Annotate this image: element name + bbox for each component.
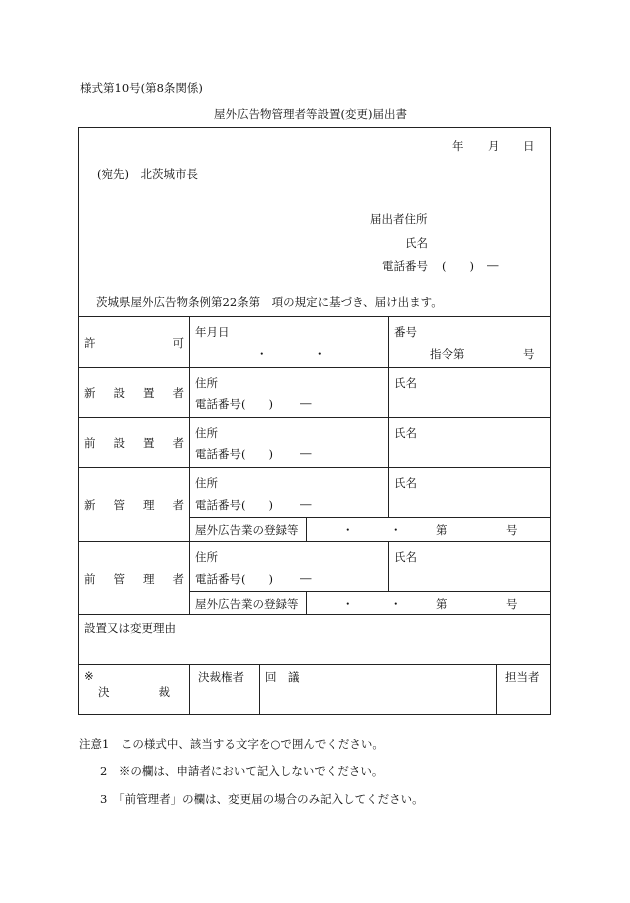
phone-dash: ― <box>300 497 312 511</box>
registration-label: 屋外広告業の登録等 <box>195 523 299 537</box>
phone-dash: ― <box>300 571 312 585</box>
permit-date-dot: ・ <box>314 347 326 361</box>
permit-shirei: 指令第 <box>430 347 465 361</box>
divider <box>78 664 551 665</box>
divider <box>78 614 551 615</box>
registration-dot: ・ <box>390 523 402 537</box>
address-label: 住所 <box>195 476 218 490</box>
notifier-name-label: 氏名 <box>405 236 428 250</box>
permit-label: 許 可 <box>84 336 184 350</box>
decision-authority: 決裁権者 <box>198 670 244 684</box>
registration-dai: 第 <box>436 523 448 537</box>
note-1: 注意1 この様式中、該当する文字を○で囲んでください。 <box>79 737 384 751</box>
divider <box>306 517 307 541</box>
divider <box>306 591 307 614</box>
registration-dot: ・ <box>342 597 354 611</box>
address-label: 住所 <box>195 550 218 564</box>
statement: 茨城県屋外広告物条例第22条第 項の規定に基づき、届け出ます。 <box>96 295 443 309</box>
decision-kai: 回 <box>265 670 277 684</box>
divider <box>496 664 497 715</box>
divider <box>78 541 551 542</box>
decision-person: 担当者 <box>505 670 540 684</box>
note-3: 3 「前管理者」の欄は、変更届の場合のみ記入してください。 <box>100 792 424 806</box>
permit-gou: 号 <box>523 347 535 361</box>
registration-dot: ・ <box>342 523 354 537</box>
form-number: 様式第10号(第8条関係) <box>80 81 203 95</box>
phone-dash: ― <box>300 446 312 460</box>
new-manager-label: 新 管 理 者 <box>84 498 184 512</box>
registration-label: 屋外広告業の登録等 <box>195 597 299 611</box>
note-2: 2 ※の欄は、申請者において記入しないでください。 <box>100 764 384 778</box>
registration-dai: 第 <box>436 597 448 611</box>
notifier-phone-label: 電話番号 <box>382 259 428 273</box>
notifier-phone-dash: ― <box>487 258 499 272</box>
divider <box>388 541 389 591</box>
registration-gou: 号 <box>506 523 518 537</box>
registration-dot: ・ <box>390 597 402 611</box>
notifier-phone-paren: ( ) <box>442 259 474 273</box>
permit-date-label: 年月日 <box>195 325 230 339</box>
name-label: 氏名 <box>394 376 417 390</box>
former-manager-label: 前 管 理 者 <box>84 572 184 586</box>
date-day: 日 <box>523 139 535 153</box>
address-label: 住所 <box>195 376 218 390</box>
registration-gou: 号 <box>506 597 518 611</box>
name-label: 氏名 <box>394 550 417 564</box>
divider <box>78 316 551 317</box>
name-label: 氏名 <box>394 476 417 490</box>
divider <box>388 316 389 517</box>
phone-label: 電話番号( ) <box>195 397 273 411</box>
reason-label: 設置又は変更理由 <box>84 621 176 635</box>
form-title: 屋外広告物管理者等設置(変更)届出書 <box>214 107 407 121</box>
divider <box>78 467 551 468</box>
permit-date-dot: ・ <box>256 347 268 361</box>
divider <box>189 591 551 592</box>
date-year: 年 <box>452 139 464 153</box>
phone-label: 電話番号( ) <box>195 498 273 512</box>
divider <box>189 316 190 614</box>
decision-mark: ※ <box>84 669 94 683</box>
phone-dash: ― <box>300 396 312 410</box>
divider <box>189 517 551 518</box>
decision-gi: 議 <box>288 670 300 684</box>
former-installer-label: 前 設 置 者 <box>84 436 184 450</box>
divider <box>78 417 551 418</box>
address-label: 住所 <box>195 426 218 440</box>
decision-label: 決 裁 <box>98 685 170 699</box>
permit-number-label: 番号 <box>394 325 417 339</box>
new-installer-label: 新 設 置 者 <box>84 386 184 400</box>
addressee: (宛先) 北茨城市長 <box>97 167 198 181</box>
phone-label: 電話番号( ) <box>195 447 273 461</box>
divider <box>259 664 260 715</box>
name-label: 氏名 <box>394 426 417 440</box>
divider <box>189 664 190 715</box>
divider <box>78 367 551 368</box>
phone-label: 電話番号( ) <box>195 572 273 586</box>
notifier-address-label: 届出者住所 <box>370 212 428 226</box>
date-month: 月 <box>488 139 500 153</box>
